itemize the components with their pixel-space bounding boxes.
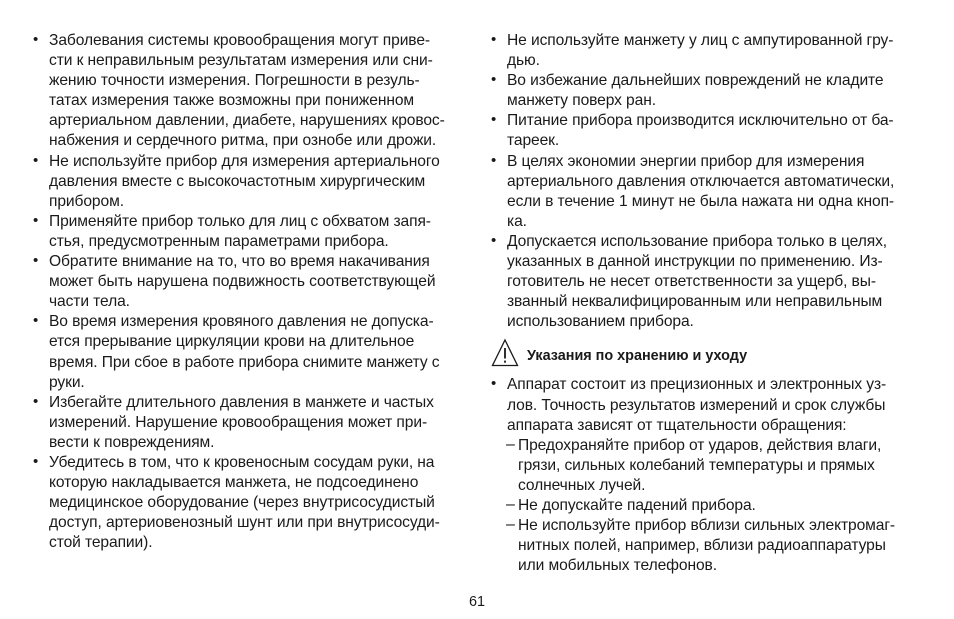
dash-marker: –	[506, 435, 515, 453]
list-item: • Не используйте прибор для измерения артериального давления вместе с высокочастотным хирургическим прибором.	[33, 152, 473, 212]
list-item: • Питание прибора производится исключительно от ба- тареек.	[491, 111, 931, 151]
sub-list-item: – Предохраняйте прибор от ударов, действия влаги, грязи, сильных колебаний температуры и прямых солнечных лучей.	[506, 435, 882, 494]
dash-marker: –	[506, 495, 515, 513]
section-title: Указания по хранению и уходу	[527, 348, 748, 365]
list-item: • Во избежание дальнейших повреждений не кладите манжету поверх ран.	[491, 71, 931, 111]
section-heading	[491, 338, 931, 372]
list-item: • В целях экономии энергии прибор для измерения артериального давления отключается автоматически, если в течение 1 минут не была нажата ни одна кноп- ка.	[491, 152, 931, 232]
left-column	[33, 31, 473, 553]
list-item: • Заболевания системы кровообращения могут приве- сти к неправильным результатам измерения или сни- жению точности измерения. Погрешности в резуль- татах измерения также возможны при пониженном артериальном давлении, диабете, нарушениях кровос- набжения и сердечного ритма, при ознобе или дрожи.	[33, 31, 473, 152]
list-item: • Убедитесь в том, что к кровеносным сосудам руки, на которую накладывается манжета, не подсоединено медицинское оборудование (через внутрисосудистый доступ, артериовенозный шунт или при внутрисосуди- стой терапии).	[33, 453, 473, 553]
right-column	[491, 31, 931, 576]
list-item: • Избегайте длительного давления в манжете и частых измерений. Нарушение кровообращения может при- вести к повреждениям.	[33, 393, 473, 453]
dash-marker: –	[506, 516, 515, 534]
list-item: • Не используйте манжету у лиц с ампутированной гру- дью.	[491, 31, 931, 71]
list-item: • Применяйте прибор только для лиц с обхватом запя- стья, предусмотренным параметрами прибора.	[33, 212, 473, 252]
warning-triangle-icon	[491, 338, 519, 368]
sub-list-item: – Не используйте прибор вблизи сильных электромаг- нитных полей, например, вблизи радиоаппаратуры или мобильных телефонов.	[506, 516, 896, 575]
sub-list-item: – Не допускайте падений прибора.	[506, 495, 756, 514]
list-item: • Во время измерения кровяного давления не допуска- ется прерывание циркуляции крови на длительное время. При сбое в работе прибора снимите манжету с руки.	[33, 312, 473, 392]
list-item: • Аппарат состоит из прецизионных и электронных уз- лов. Точность результатов измерений и срок службы аппарата зависят от тщательности обращения:	[491, 375, 931, 435]
list-item: • Допускается использование прибора только в целях, указанных в данной инструкции по применению. Из- готовитель не несет ответственности за ущерб, вы- званный неквалифицированным или неправильным использованием прибора.	[491, 232, 931, 332]
page-number: 61	[468, 594, 485, 610]
list-item: • Обратите внимание на то, что во время накачивания может быть нарушена подвижность соответствующей части тела.	[33, 252, 473, 312]
